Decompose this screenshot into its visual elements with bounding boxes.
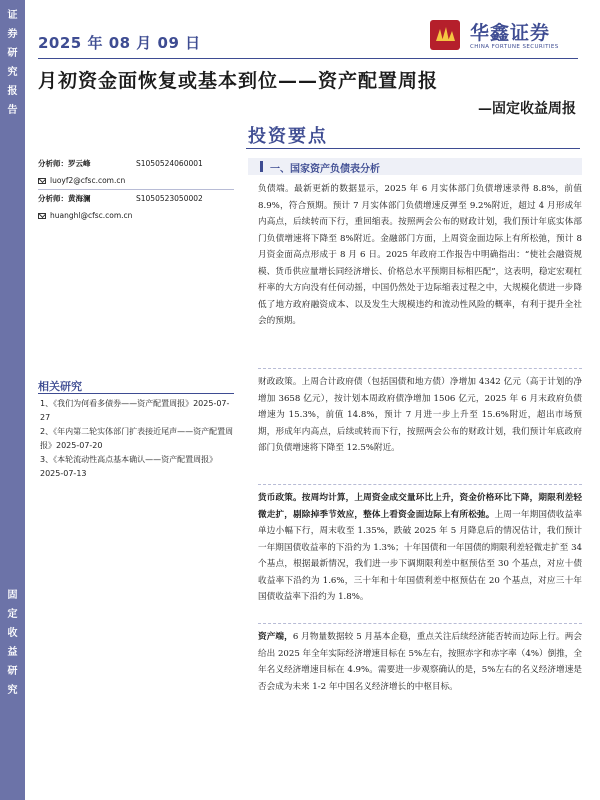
paragraph-separator (258, 368, 582, 369)
analyst-email[interactable]: huanghl@cfsc.com.cn (38, 208, 234, 223)
side-label-research-category: 固 定 收 益 研 究 (7, 590, 18, 696)
logo-name-en: CHINA FORTUNE SECURITIES (470, 44, 559, 50)
assets-highlight: 资产端， (258, 632, 293, 642)
related-research-divider (38, 393, 234, 394)
analyst-divider (38, 189, 234, 190)
analyst-row (38, 158, 234, 173)
related-research-item[interactable]: 2、《年内第二轮实体部门扩表接近尾声——资产配置周报》2025-07-20 (40, 427, 234, 450)
paragraph-liabilities: 负债端。最新更新的数据显示，2025 年 6 月实体部门负债增速录得 8.8%，前值 8.9%，符合预期。预计 7 月实体部门负债增速反弹至 9.2%附近，超过 4 月形成年内高点，后续转而下行，重回缩表。按照两会公布的财政计划，我们预计年底实体部门负债增速将下降至 8%附近。金融部门方面，上周资金面边际上有所松弛，预计 8 月资金面高点形成于 8 月 6 日。2025 年政府工作报告中明确指出：“使社会融资规模、货币供应量增长同经济增长、价格总水平预期目标相匹配”，这表明，稳定宏观杠杆率的大方向没有任何动摇，中国仍然处于边际缩表过程之中，大规模化债进一步降低了地方政府融资成本、以及发生大规模违约和流动性风险的概率，有利于提升全社会的预期。 (258, 184, 582, 326)
report-date: 2025 年 08 月 09 日 (38, 34, 201, 52)
section-heading (248, 158, 582, 175)
section-title: 投资要点 (248, 126, 328, 147)
report-subtitle: —固定收益周报 (478, 101, 576, 117)
paragraph-separator (258, 484, 582, 485)
logo-name-cn: 华鑫证券 (470, 22, 551, 44)
header-divider (38, 58, 578, 59)
related-research-item[interactable]: 1、《我们为何看多债券——资产配置周报》2025-07-27 (40, 399, 230, 422)
monetary-policy-body: 上周一年期国债收益率单边小幅下行，周末收至 1.35%，跌破 2025 年 5 月降息后的情况估计，我们预计一年期国债收益率的下沿约为 1.3%；十年国债和一年国债的期限利差轻微走扩至 34 个基点，根据最新情况，我们进一步下调期限利差中枢预估至 30 个基点，对应十债收益率下沿约为 1.6%，三十年和十年国债利差中枢预估在 20 个基点，对应三十年国债收益率下沿约为 1.8%。 (258, 509, 582, 602)
side-label-report-type: 证 券 研 究 报 告 (7, 10, 18, 116)
section-title-divider (246, 148, 580, 149)
paragraph-assets (258, 629, 582, 695)
analyst-certificate: S1050524060001 (136, 159, 203, 168)
assets-body: 6 月物量数据较 5 月基本企稳，重点关注后续经济能否转而边际上行。两会给出 2025 年全年实际经济增速目标在 5%左右，按照赤字和赤字率（4%）倒推，全年名义经济增速目标在 4.9%。需要进一步观察确认的是，5%左右的名义经济增速是否会成为未来 1-2 年中国名义经济增长的中枢目标。 (258, 632, 582, 692)
paragraph-separator (258, 623, 582, 624)
monetary-policy-highlight: 货币政策。按周均计算，上周资金成交量环比上升，资金价格环比下降，期限利差轻微走扩，剔除掉季节效应，整体上看资金面边际上有所松弛。 (258, 493, 582, 520)
related-research-title: 相关研究 (38, 380, 82, 393)
logo-mark-icon (430, 20, 460, 50)
analyst-name: 分析师：黄海澜 (38, 194, 91, 203)
paragraph-monetary-policy (258, 490, 582, 606)
analyst-certificate: S1050523050002 (136, 194, 203, 203)
analyst-row (38, 193, 234, 208)
report-title: 月初资金面恢复或基本到位——资产配置周报 (38, 70, 439, 92)
side-band (0, 0, 25, 800)
company-logo (430, 18, 580, 58)
mail-icon (38, 213, 46, 219)
section-heading-text: 一、国家资产负债表分析 (270, 164, 380, 175)
section-marker-icon (260, 161, 263, 172)
mail-icon (38, 178, 46, 184)
related-research-list (40, 397, 236, 481)
analyst-box (38, 158, 234, 223)
paragraph-fiscal-policy: 财政政策。上周合计政府债（包括国债和地方债）净增加 4342 亿元（高于计划的净增加 3658 亿元），按计划本周政府债净增加 1506 亿元，2025 年 6 月末政府负债增速为 15.3%，前值 14.8%，预计 7 月进一步上升至 15.6%附近，超出市场预期，形成年内高点，后续或转而下行，按照两会公布的财政计划，我们预计年底政府部门负债增速将下降至 12.5%附近。 (258, 377, 582, 453)
analyst-email[interactable]: luoyf2@cfsc.com.cn (38, 173, 234, 188)
analyst-name: 分析师：罗云峰 (38, 159, 91, 168)
related-research-item[interactable]: 3、《本轮流动性高点基本确认——资产配置周报》2025-07-13 (40, 455, 218, 478)
